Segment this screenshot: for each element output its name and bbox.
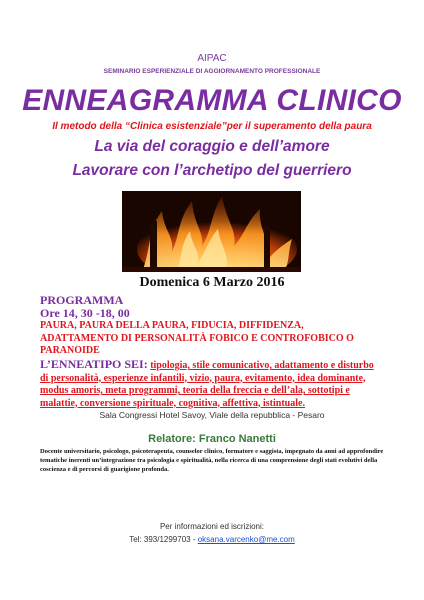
method-subtitle: Il metodo della “Clinica esistenziale”per il superamento della paura [52,121,372,132]
contact-email-link[interactable]: oksana.varcenko@me.com [197,535,295,544]
enneatype-text: tipologia, stile comunicativo, adattamento e disturbo di personalità, esperienze infantili, vizio, paura, evitamento, idea dominante, modus amoris, meta programmi, teoria della freccia e dell’ala, sottotipi e malattie, conversione spirituale, cognitiva, affettiva, istintuale. [40,360,374,409]
contact-line [0,535,424,544]
subtitle-line-1: La via del coraggio e dell’amore [94,138,330,155]
speaker-label: Relatore: Franco Nanetti [148,433,276,445]
page-title: ENNEAGRAMMA CLINICO [22,84,402,117]
program-topics: PAURA, PAURA DELLA PAURA, FIDUCIA, DIFFIDENZA, ADATTAMENTO DI PERSONALITÀ FOBICO E CONTROFOBICO O PARANOIDE [40,320,354,356]
fire-flames-icon [122,191,301,272]
venue: Sala Congressi Hotel Savoy, Viale della repubblica - Pesaro [99,410,325,420]
program-heading: PROGRAMMA [40,293,124,307]
subtitle-line-2: Lavorare con l’archetipo del guerriero [72,162,352,179]
enneatype-label: L’ENNEATIPO SEI [40,357,144,371]
enneatype-colon: : [143,357,148,371]
contact-info: Per informazioni ed iscrizioni: [159,522,265,531]
contact-tel: Tel: 393/1299703 - [129,535,198,544]
program-time: Ore 14, 30 -18, 00 [40,306,130,320]
event-date: Domenica 6 Marzo 2016 [139,275,285,290]
enneatype-section [40,358,380,410]
speaker-bio: Docente universitario, psicologo, psicoterapeuta, counselor clinico, formatore e saggista, impegnato da anni ad approfondire tematiche inerenti un’integrazione tra psicologia e spiritualità, nella ricerca di una comprensione degli stati evolutivi della coscienza e di percorsi di guarigione profonda. [40,448,384,473]
fire-flames-photo [122,191,301,272]
seminar-type: SEMINARIO ESPERIENZIALE DI AGGIORNAMENTO PROFESSIONALE [103,68,321,75]
organization-name: AIPAC [197,53,227,64]
